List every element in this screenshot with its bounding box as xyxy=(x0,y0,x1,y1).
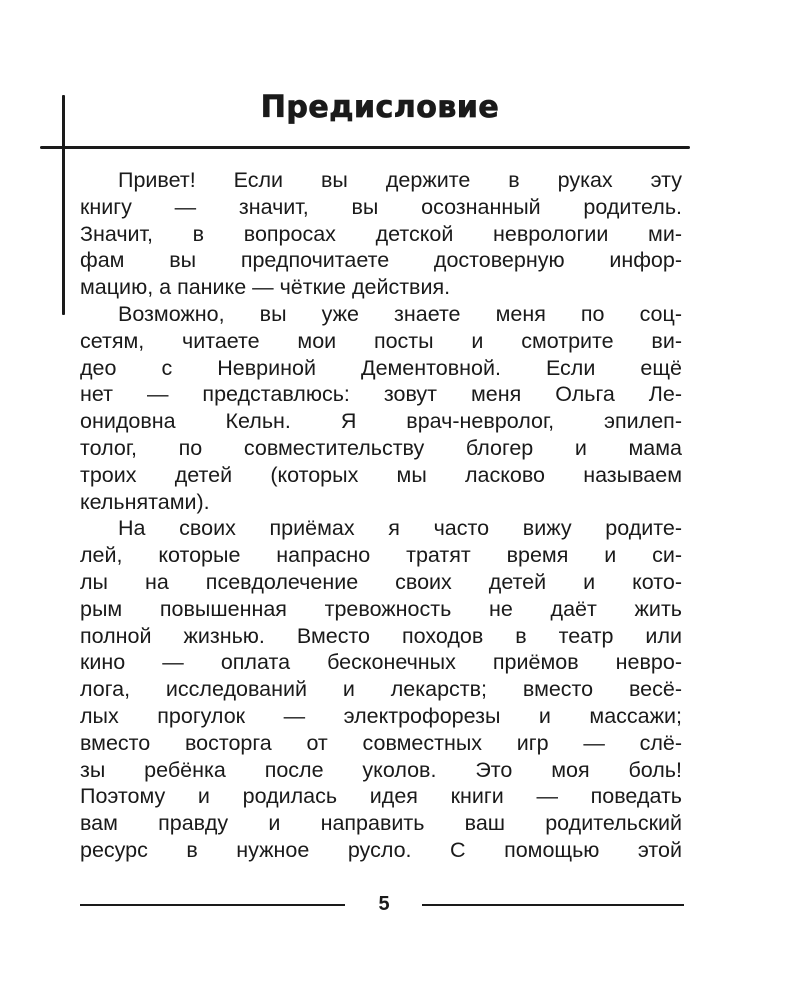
text-line: мацию, а панике — чёткие действия. xyxy=(80,275,451,300)
text-line: кельнятами). xyxy=(80,489,210,514)
text-line: полной жизнью. Вместо походов в театр или xyxy=(80,623,682,648)
text-line: зы ребёнка после уколов. Это моя боль! xyxy=(80,757,682,782)
footer-rule-left xyxy=(80,904,345,906)
vertical-rule xyxy=(62,95,65,315)
page-number: 5 xyxy=(378,893,390,915)
text-line: Привет! Если вы держите в руках эту xyxy=(118,168,682,192)
text-line: део с Невриной Дементовной. Если ещё xyxy=(80,355,682,380)
text-line: фам вы предпочитаете достоверную инфор- xyxy=(80,248,682,273)
text-line: онидовна Кельн. Я врач-невролог, эпилеп- xyxy=(80,409,682,434)
text-line: вам правду и направить ваш родительский xyxy=(80,811,682,836)
text-line: троих детей (которых мы ласково называем xyxy=(80,462,682,487)
text-line: лы на псевдолечение своих детей и кото- xyxy=(80,569,682,594)
text-line: вместо восторга от совместных игр — слё- xyxy=(80,730,682,755)
text-line: толог, по совместительству блогер и мама xyxy=(80,435,682,460)
body-text xyxy=(80,167,682,864)
paragraph-1 xyxy=(80,167,682,301)
page-title: Предисловие xyxy=(260,90,500,125)
text-line: Значит, в вопросах детской неврологии ми- xyxy=(80,221,682,246)
text-line: На своих приёмах я часто вижу родите- xyxy=(118,516,682,541)
text-line: нет — представлюсь: зовут меня Ольга Ле- xyxy=(80,382,682,407)
text-line: кино — оплата бесконечных приёмов невро- xyxy=(80,650,682,675)
title-underline-rule xyxy=(40,146,690,149)
text-line: рым повышенная тревожность не даёт жить xyxy=(80,596,682,621)
text-line: Возможно, вы уже знаете меня по соц- xyxy=(118,301,682,326)
text-line: книгу — значит, вы осознанный родитель. xyxy=(80,194,682,219)
footer-rule-right xyxy=(422,904,684,906)
text-line: лога, исследований и лекарств; вместо весё- xyxy=(80,677,682,702)
text-line: лых прогулок — электрофорезы и массажи; xyxy=(80,703,682,728)
paragraph-2 xyxy=(80,301,682,515)
text-line: ресурс в нужное русло. С помощью этой xyxy=(80,837,682,862)
text-line: Поэтому и родилась идея книги — поведать xyxy=(80,784,682,809)
paragraph-3 xyxy=(80,515,682,863)
text-line: лей, которые напрасно тратят время и си- xyxy=(80,543,682,568)
text-line: сетям, читаете мои посты и смотрите ви- xyxy=(80,328,682,353)
